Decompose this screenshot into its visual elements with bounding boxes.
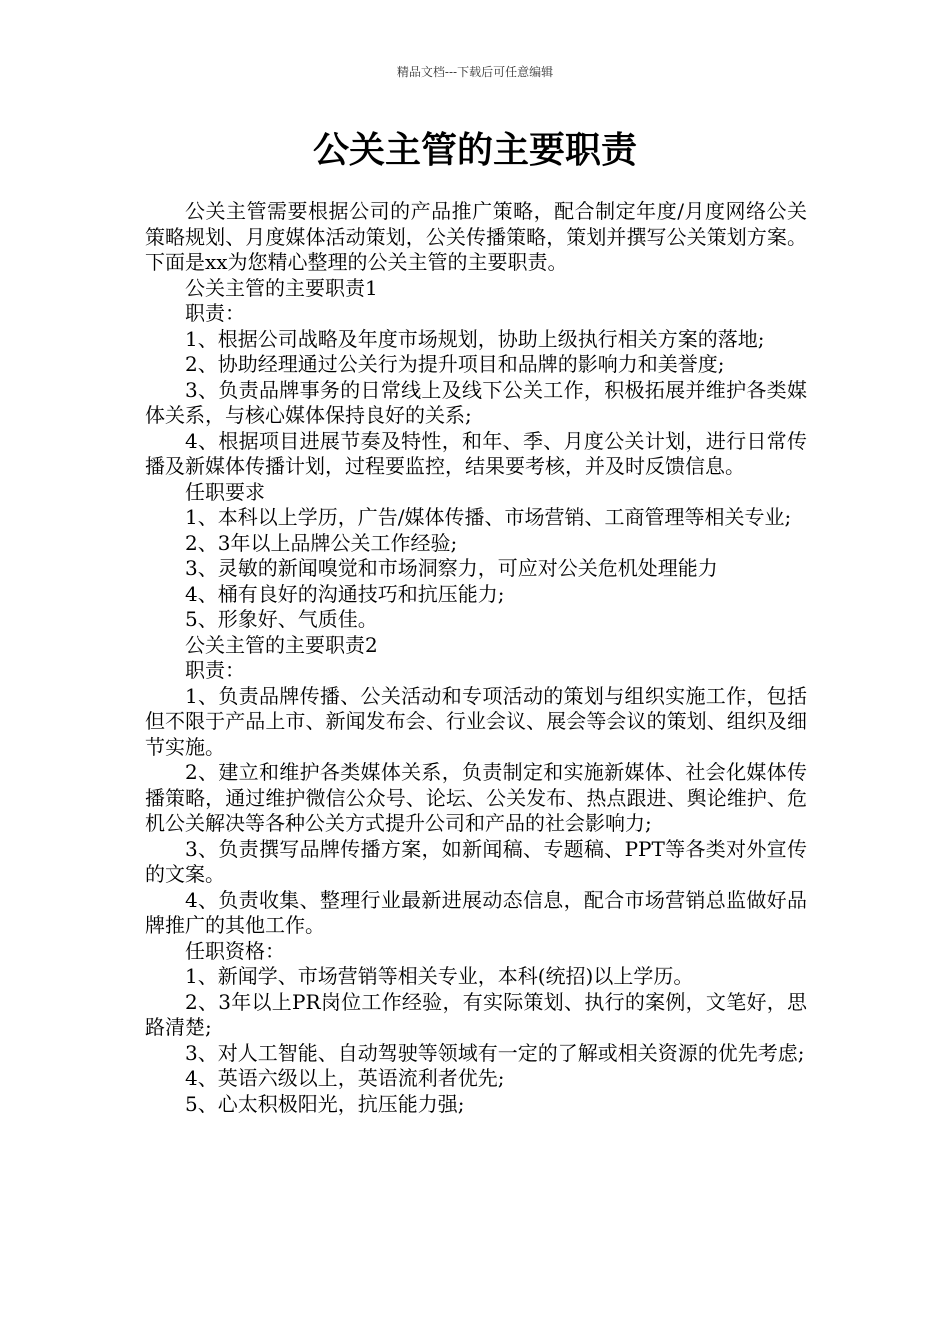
duty-item: 2、建立和维护各类媒体关系，负责制定和实施新媒体、社会化媒体传播策略，通过维护微信公众号、论坛、公关发布、热点跟进、舆论维护、危机公关解决等各种公关方式提升公司和产品的社会影响力; [145,760,807,835]
duty-item: 4、根据项目进展节奏及特性，和年、季、月度公关计划，进行日常传播及新媒体传播计划，过程要监控，结果要考核，并及时反馈信息。 [145,428,807,478]
duties-label-1: 职责： [185,301,245,325]
requirement-item: 5、形象好、气质佳。 [185,607,378,631]
duty-item: 2、协助经理通过公关行为提升项目和品牌的影响力和美誉度; [185,352,725,376]
duty-item: 1、根据公司战略及年度市场规划，协助上级执行相关方案的落地; [185,326,765,351]
duty-item: 3、负责撰写品牌传播方案，如新闻稿、专题稿、PPT等各类对外宣传的文案。 [145,836,807,886]
qualification-item: 2、3年以上PR岗位工作经验，有实际策划、执行的案例，文笔好，思路清楚; [145,989,807,1039]
document-body [145,199,807,1117]
section-heading-2: 公关主管的主要职责2 [185,632,378,657]
intro-paragraph: 公关主管需要根据公司的产品推广策略，配合制定年度/月度网络公关策略规划、月度媒体活动策划，公关传播策略，策划并撰写公关策划方案。下面是xx为您精心整理的公关主管的主要职责。 [145,199,807,274]
header-note: 精品文档---下载后可任意编辑 [396,65,554,79]
section-heading-1: 公关主管的主要职责1 [185,275,378,300]
duty-item: 4、负责收集、整理行业最新进展动态信息，配合市场营销总监做好品牌推广的其他工作。 [145,887,807,937]
requirements-label-1: 任职要求 [185,479,265,504]
duty-item: 1、负责品牌传播、公关活动和专项活动的策划与组织实施工作，包括但不限于产品上市、新闻发布会、行业会议、展会等会议的策划、组织及细节实施。 [145,683,807,759]
qualification-item: 1、新闻学、市场营销等相关专业，本科(统招)以上学历。 [185,964,694,988]
qualification-item: 3、对人工智能、自动驾驶等领域有一定的了解或相关资源的优先考虑; [185,1040,805,1065]
qualification-item: 4、英语六级以上，英语流利者优先; [185,1066,505,1090]
qualification-item: 5、心太积极阳光，抗压能力强; [185,1091,465,1116]
requirement-item: 1、本科以上学历，广告/媒体传播、市场营销、工商管理等相关专业; [185,505,792,529]
requirement-item: 4、桶有良好的沟通技巧和抗压能力; [185,581,505,606]
duty-item: 3、负责品牌事务的日常线上及线下公关工作，积极拓展并维护各类媒体关系，与核心媒体保持良好的关系; [145,377,807,427]
page-title: 公关主管的主要职责 [312,130,637,171]
requirement-item: 2、3年以上品牌公关工作经验; [185,530,458,555]
duties-label-2: 职责： [185,658,245,682]
requirement-item: 3、灵敏的新闻嗅觉和市场洞察力，可应对公关危机处理能力 [185,556,718,580]
qualifications-label: 任职资格： [185,938,285,963]
